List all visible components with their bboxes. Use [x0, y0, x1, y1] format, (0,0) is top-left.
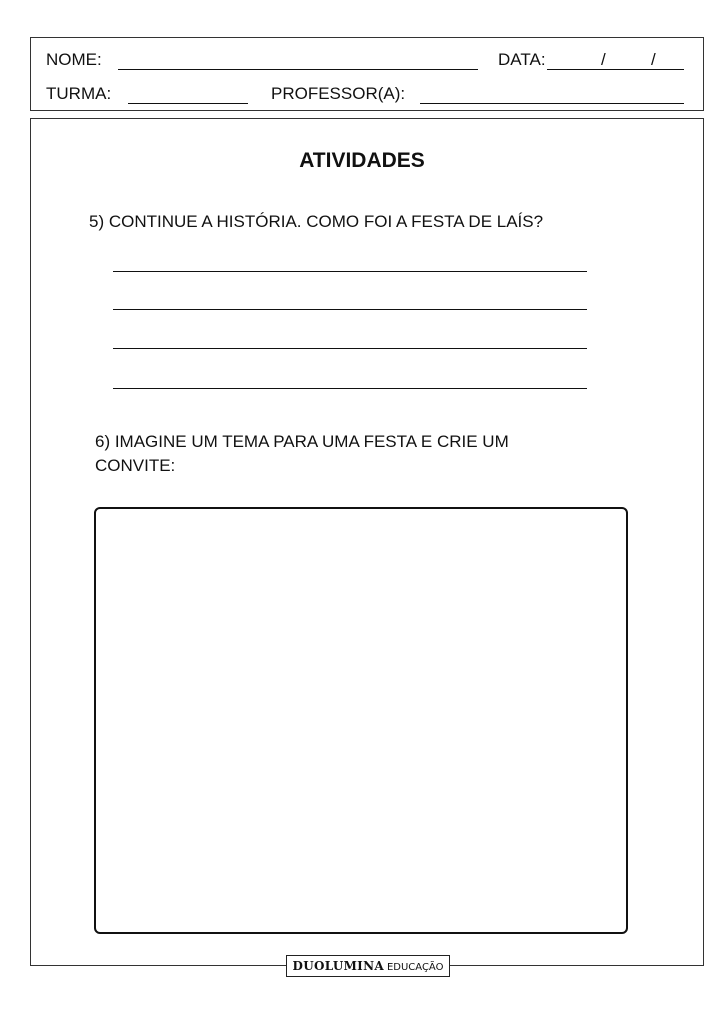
question-5: 5) CONTINUE A HISTÓRIA. COMO FOI A FESTA DE LAÍS?: [89, 212, 544, 231]
class-field[interactable]: [128, 103, 248, 104]
footer-brand-box: [286, 955, 450, 977]
question-6: 6) IMAGINE UM TEMA PARA UMA FESTA E CRIE UM CONVITE:: [95, 432, 509, 475]
date-label: DATA:: [498, 50, 546, 69]
name-field[interactable]: [118, 69, 478, 70]
teacher-label: PROFESSOR(A):: [271, 84, 406, 103]
teacher-field[interactable]: [420, 103, 684, 104]
date-separator-2: /: [651, 50, 656, 69]
date-field[interactable]: [547, 69, 684, 70]
class-label: TURMA:: [46, 84, 112, 103]
answer-line-3[interactable]: [113, 348, 587, 349]
date-separator-1: /: [601, 50, 606, 69]
brand-name: DUOLUMINA: [292, 959, 384, 973]
answer-line-2[interactable]: [113, 309, 587, 310]
answer-line-4[interactable]: [113, 388, 587, 389]
invitation-drawing-area[interactable]: [94, 507, 628, 934]
answer-line-1[interactable]: [113, 271, 587, 272]
brand-subtitle: EDUCAÇÃO: [386, 962, 444, 973]
page-title: ATIVIDADES: [299, 149, 425, 172]
name-label: NOME:: [46, 50, 102, 69]
